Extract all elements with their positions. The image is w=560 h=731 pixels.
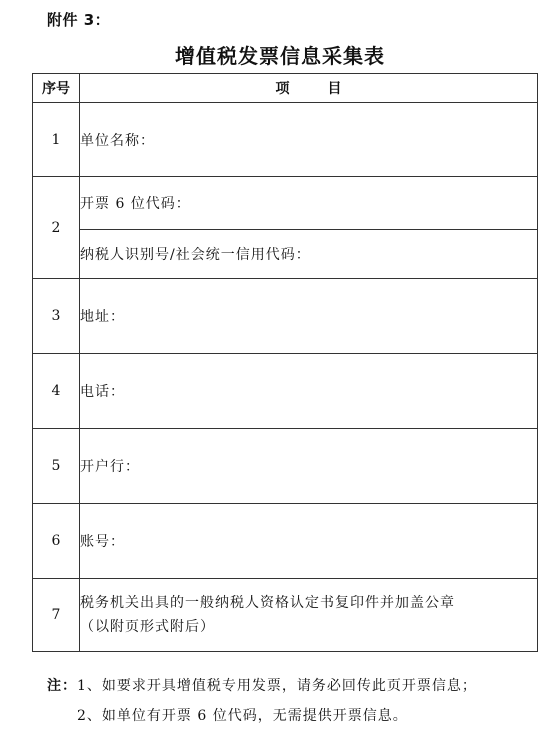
info-collection-table (32, 73, 538, 652)
row-number: 4 (33, 354, 80, 429)
field-phone: 电话： (80, 354, 538, 429)
row-number: 1 (33, 103, 80, 177)
table-row (33, 279, 538, 354)
field-certificate (80, 579, 538, 652)
field-address: 地址： (80, 279, 538, 354)
field-account: 账号： (80, 504, 538, 579)
row-number: 3 (33, 279, 80, 354)
table-header-row (33, 74, 538, 103)
table-row (33, 177, 538, 230)
header-seq: 序号 (33, 74, 80, 103)
table-row (33, 230, 538, 279)
header-item-char-1: 项 (275, 81, 290, 97)
certificate-note: （以附页形式附后） (80, 619, 215, 635)
table-row (33, 354, 538, 429)
row-number: 5 (33, 429, 80, 504)
row-number: 7 (33, 579, 80, 652)
row-number: 2 (33, 177, 80, 279)
row-number: 6 (33, 504, 80, 579)
table-row (33, 579, 538, 652)
field-company-name: 单位名称： (80, 103, 538, 177)
note-line-2: 2、如单位有开票 6 位代码，无需提供开票信息。 (77, 708, 408, 724)
header-item (80, 74, 538, 103)
field-invoice-code: 开票 6 位代码： (80, 177, 538, 230)
note-text-1: 1、如要求开具增值税专用发票，请务必回传此页开票信息； (77, 678, 477, 694)
table-row (33, 429, 538, 504)
attachment-label: 附件 3： (47, 11, 111, 29)
field-taxpayer-id: 纳税人识别号/社会统一信用代码： (80, 230, 538, 279)
field-bank: 开户行： (80, 429, 538, 504)
note-line-1 (47, 671, 477, 701)
header-item-char-2: 目 (327, 81, 342, 97)
certificate-text: 税务机关出具的一般纳税人资格认定书复印件并加盖公章 (80, 595, 455, 611)
page-title: 增值税发票信息采集表 (175, 44, 385, 68)
notes (47, 671, 477, 731)
table-row (33, 504, 538, 579)
table-row (33, 103, 538, 177)
note-label: 注： (47, 678, 77, 694)
